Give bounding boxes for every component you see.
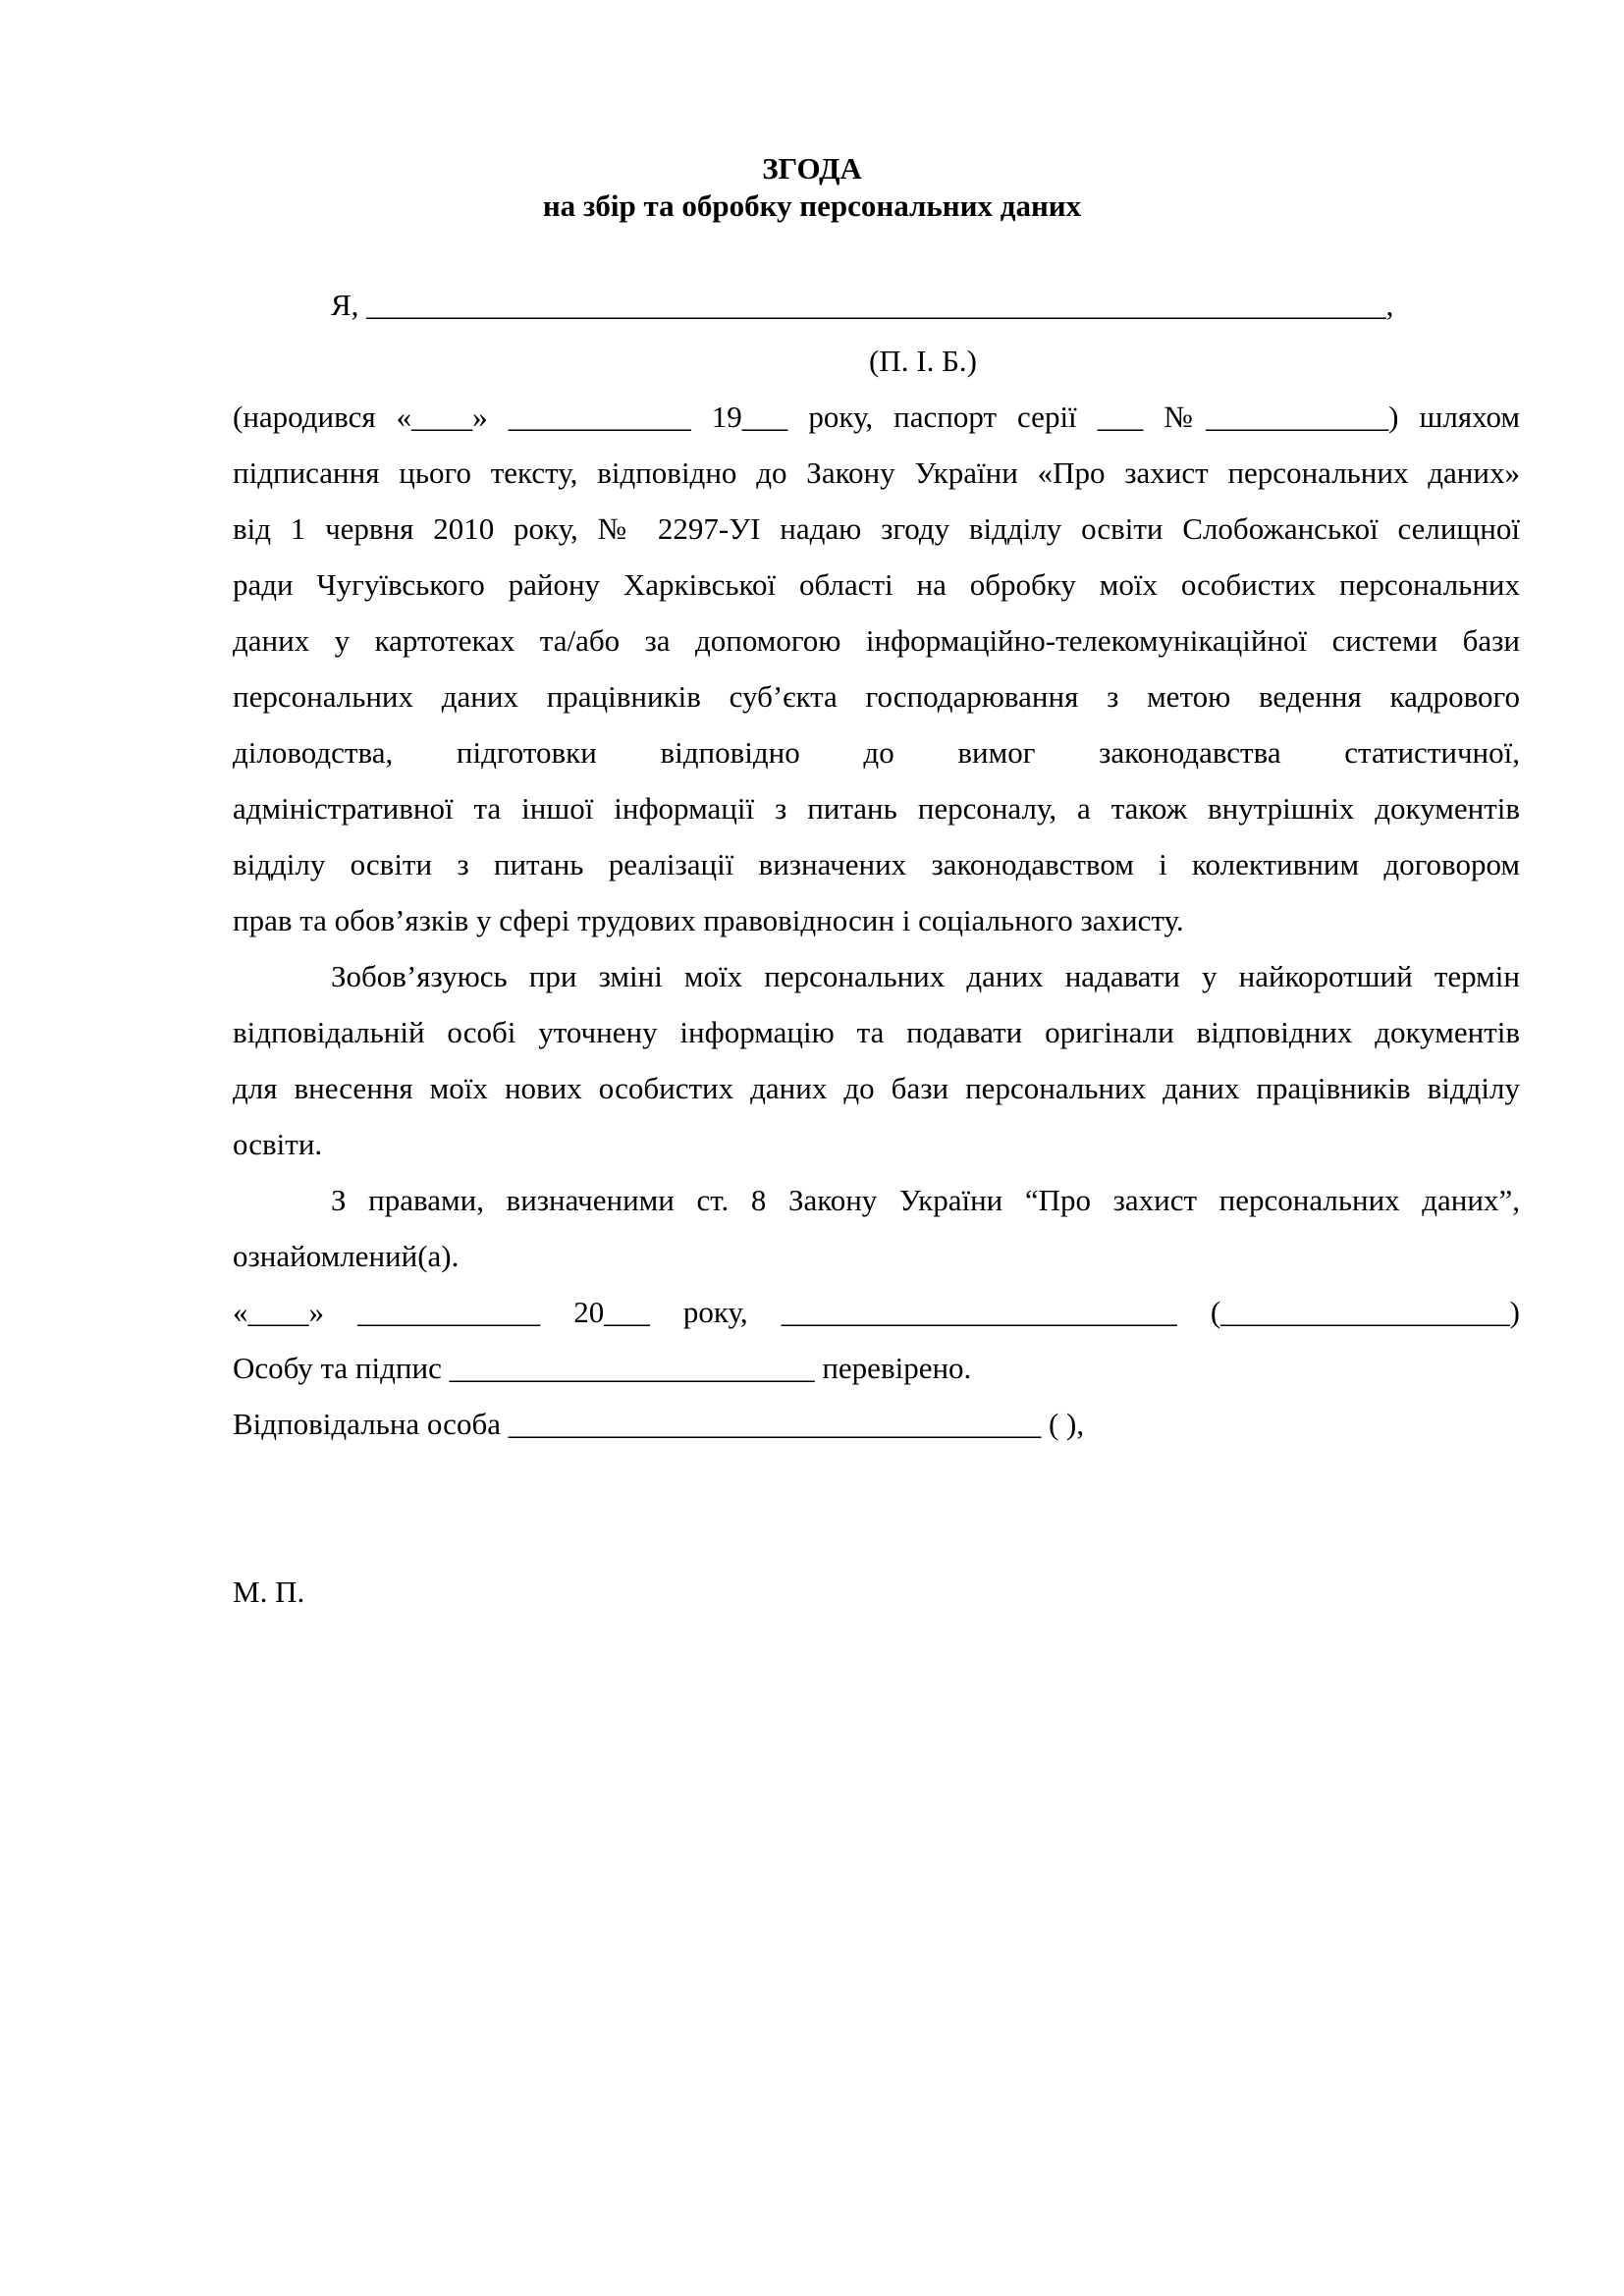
body-line-9: відділу освіти з питань реалізації визначених законодавством і колективним договором [233, 847, 1520, 881]
paragraph2-line-4: освіти. [233, 1127, 323, 1161]
paragraph3-line-1: З правами, визначеними ст. 8 Закону України “Про захист персональних даних”, [331, 1183, 1520, 1217]
document-title: ЗГОДА [762, 151, 862, 186]
document-subtitle: на збір та обробку персональних даних [542, 188, 1082, 223]
body-line-8: адміністративної та іншої інформації з питань персоналу, а також внутрішніх документів [233, 791, 1520, 826]
responsible-person-line: Відповідальна особа ___________________________________ ( ), [233, 1407, 1085, 1441]
paragraph3-line-2: ознайомлений(а). [233, 1239, 460, 1273]
name-caption: (П. І. Б.) [869, 344, 977, 378]
paragraph2-line-3: для внесення моїх нових особистих даних до бази персональних даних працівників відділу [233, 1071, 1520, 1105]
body-line-7: діловодства, підготовки відповідно до вимог законодавства статистичної, [233, 735, 1520, 770]
date-signature-line: «____» ____________ 20___ року, __________________________ (___________________) [233, 1295, 1520, 1329]
body-line-3: від 1 червня 2010 року, № 2297-УІ надаю згоду відділу освіти Слобожанської селищної [233, 511, 1520, 546]
body-line-1: (народився «____» ____________ 19___ року, паспорт серії ___ №____________) шляхом [233, 400, 1520, 434]
body-line-5: даних у картотеках та/або за допомогою інформаційно-телекомунікаційної системи бази [233, 623, 1520, 658]
body-line-10: прав та обов’язків у сфері трудових правовідносин і соціального захисту. [233, 903, 1184, 937]
body-line-2: підписання цього тексту, відповідно до Закону України «Про захист персональних даних» [233, 455, 1520, 490]
paragraph2-line-2: відповідальній особі уточнену інформацію та подавати оригінали відповідних документів [233, 1015, 1520, 1049]
paragraph2-line-1: Зобов’язуюсь при зміні моїх персональних даних надавати у найкоротший термін [331, 959, 1520, 993]
body-line-4: ради Чугуївського району Харківської області на обробку моїх особистих персональних [233, 567, 1520, 602]
body-line-6: персональних даних працівників суб’єкта господарювання з метою ведення кадрового [233, 679, 1520, 714]
stamp-place: М. П. [233, 1575, 305, 1609]
name-fill-line: Я, ___________________________________________________________________, [331, 288, 1394, 322]
verified-line: Особу та підпис ________________________ перевірено. [233, 1351, 972, 1385]
